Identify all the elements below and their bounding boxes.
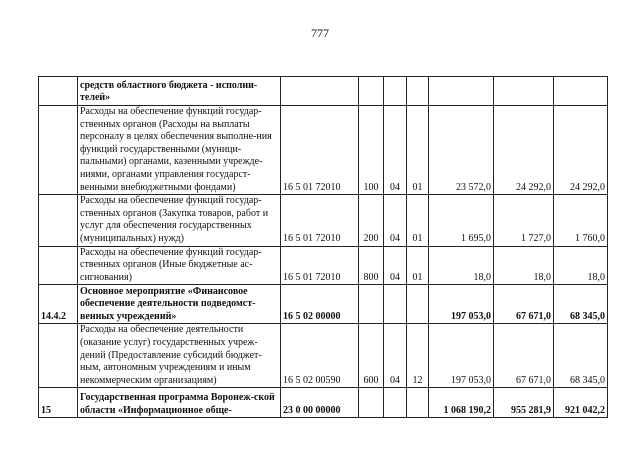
row-grbs bbox=[359, 388, 384, 418]
row-number bbox=[39, 246, 78, 285]
row-code: 16 5 02 00590 bbox=[281, 324, 359, 388]
row-amount-year1: 197 053,0 bbox=[429, 324, 494, 388]
row-amount-year3: 18,0 bbox=[554, 246, 608, 285]
row-description: средств областного бюджета - исполни-телей» bbox=[78, 77, 281, 106]
row-amount-year1: 197 053,0 bbox=[429, 285, 494, 324]
row-number bbox=[39, 324, 78, 388]
row-amount-year2: 18,0 bbox=[494, 246, 554, 285]
row-pr: 01 bbox=[407, 195, 429, 246]
row-amount-year2: 24 292,0 bbox=[494, 106, 554, 195]
row-grbs: 100 bbox=[359, 106, 384, 195]
row-grbs: 800 bbox=[359, 246, 384, 285]
row-amount-year2: 67 671,0 bbox=[494, 285, 554, 324]
row-amount-year1: 18,0 bbox=[429, 246, 494, 285]
row-code: 16 5 01 72010 bbox=[281, 246, 359, 285]
row-amount-year1: 1 695,0 bbox=[429, 195, 494, 246]
row-rz: 04 bbox=[384, 246, 407, 285]
row-code: 23 0 00 00000 bbox=[281, 388, 359, 418]
row-rz bbox=[384, 388, 407, 418]
row-amount-year3 bbox=[554, 77, 608, 106]
row-rz: 04 bbox=[384, 324, 407, 388]
row-pr bbox=[407, 285, 429, 324]
row-amount-year3: 68 345,0 bbox=[554, 324, 608, 388]
row-amount-year3: 68 345,0 bbox=[554, 285, 608, 324]
table-row bbox=[39, 324, 608, 388]
row-pr: 12 bbox=[407, 324, 429, 388]
row-amount-year2 bbox=[494, 77, 554, 106]
page-number: 777 bbox=[311, 26, 329, 40]
row-grbs: 600 bbox=[359, 324, 384, 388]
row-amount-year3: 24 292,0 bbox=[554, 106, 608, 195]
row-pr bbox=[407, 77, 429, 106]
row-description: Государственная программа Воронеж-ской области «Информационное обще- bbox=[78, 388, 281, 418]
budget-table bbox=[38, 76, 608, 418]
row-amount-year1: 23 572,0 bbox=[429, 106, 494, 195]
row-grbs bbox=[359, 285, 384, 324]
row-amount-year2: 67 671,0 bbox=[494, 324, 554, 388]
table-row bbox=[39, 246, 608, 285]
row-number: 14.4.2 bbox=[39, 285, 78, 324]
row-rz bbox=[384, 77, 407, 106]
row-description: Расходы на обеспечение функций государ-ственных органов (Расходы на выплаты персоналу в целях обеспечения выполне-ния функций государственными (муници-пальными) органами, казенными учрежде-ниями, органами управления государст-венными внебюджетными фондами) bbox=[78, 106, 281, 195]
row-amount-year3: 921 042,2 bbox=[554, 388, 608, 418]
table-row bbox=[39, 388, 608, 418]
row-pr: 01 bbox=[407, 106, 429, 195]
row-number bbox=[39, 106, 78, 195]
row-code: 16 5 01 72010 bbox=[281, 106, 359, 195]
row-description: Основное мероприятие «Финансовое обеспечение деятельности подведомст-венных учреждений» bbox=[78, 285, 281, 324]
row-rz: 04 bbox=[384, 106, 407, 195]
row-grbs bbox=[359, 77, 384, 106]
row-amount-year1 bbox=[429, 77, 494, 106]
row-code bbox=[281, 77, 359, 106]
table-row bbox=[39, 285, 608, 324]
row-rz: 04 bbox=[384, 195, 407, 246]
table-row bbox=[39, 106, 608, 195]
row-amount-year2: 1 727,0 bbox=[494, 195, 554, 246]
row-amount-year1: 1 068 190,2 bbox=[429, 388, 494, 418]
row-amount-year2: 955 281,9 bbox=[494, 388, 554, 418]
table-row bbox=[39, 195, 608, 246]
row-amount-year3: 1 760,0 bbox=[554, 195, 608, 246]
row-code: 16 5 01 72010 bbox=[281, 195, 359, 246]
row-code: 16 5 02 00000 bbox=[281, 285, 359, 324]
row-pr bbox=[407, 388, 429, 418]
row-rz bbox=[384, 285, 407, 324]
row-grbs: 200 bbox=[359, 195, 384, 246]
row-number bbox=[39, 195, 78, 246]
row-description: Расходы на обеспечение функций государ-ственных органов (Закупка товаров, работ и услуг для обеспечения государственных (муниципальных) нужд) bbox=[78, 195, 281, 246]
row-description: Расходы на обеспечение функций государ-ственных органов (Иные бюджетные ас-сигнования) bbox=[78, 246, 281, 285]
row-pr: 01 bbox=[407, 246, 429, 285]
row-number: 15 bbox=[39, 388, 78, 418]
table-row bbox=[39, 77, 608, 106]
row-description: Расходы на обеспечение деятельности (оказание услуг) государственных учреж-дений (Предоставление субсидий бюджет-ным, автономным учреждениям и иным некоммерческим организациям) bbox=[78, 324, 281, 388]
row-number bbox=[39, 77, 78, 106]
